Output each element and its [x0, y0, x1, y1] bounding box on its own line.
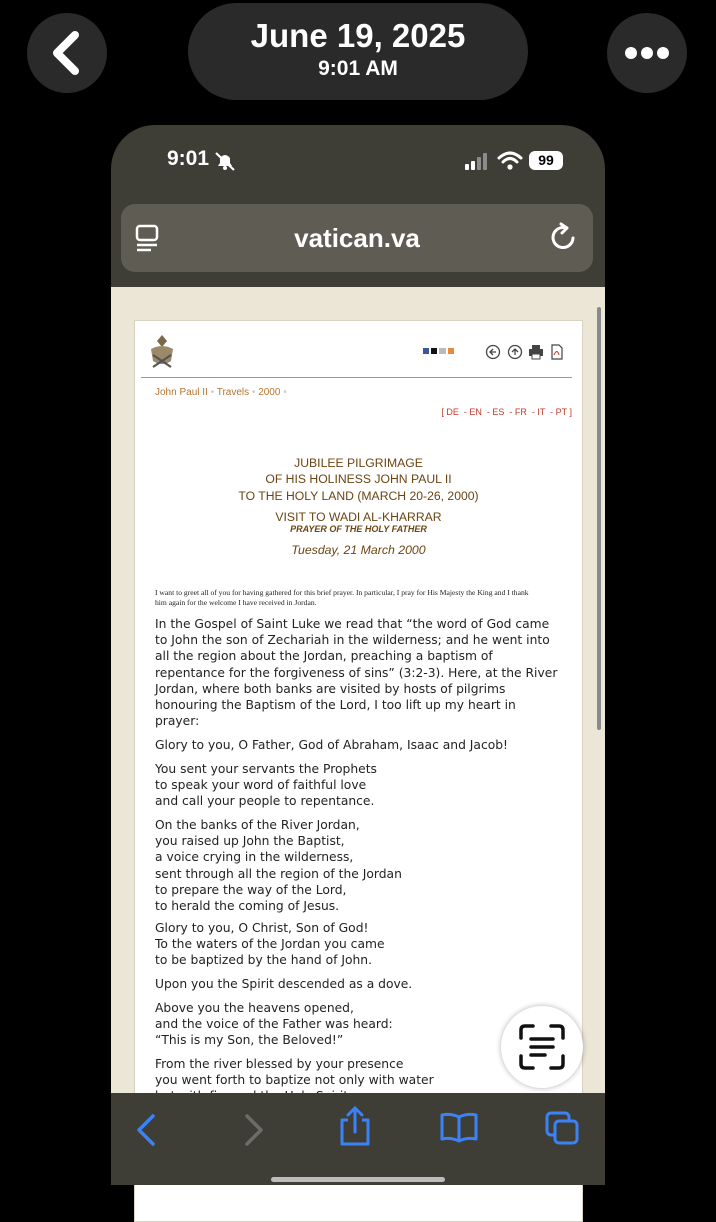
photo-date: June 19, 2025	[250, 17, 466, 54]
back-arrow-icon[interactable]	[133, 1113, 161, 1147]
rss-icon[interactable]	[448, 348, 454, 354]
silent-bell-icon	[213, 150, 237, 172]
text-line: “This is my Son, the Beloved!”	[155, 1033, 344, 1048]
text-line: to be baptized by the hand of John.	[155, 953, 372, 968]
photo-date-header	[188, 3, 528, 100]
live-text-button[interactable]	[501, 1006, 583, 1088]
photo-time: 9:01 AM	[318, 57, 398, 80]
url-text: vatican.va	[294, 223, 420, 253]
article-title	[135, 455, 582, 504]
text-line: You sent your servants the Prophets	[155, 762, 377, 776]
forward-arrow-icon[interactable]	[239, 1113, 267, 1147]
text-line: repentance for the forgiveness of sins” (3:2-3). Here, at the River	[155, 665, 558, 680]
breadcrumb: John Paul II • Travels • 2000 •	[155, 387, 287, 398]
text-line: to herald the coming of Jesus.	[155, 899, 340, 914]
text-line: prayer:	[155, 714, 200, 729]
signal-icon	[463, 153, 491, 171]
paragraph-3	[155, 761, 377, 810]
text-line: sent through all the region of the Jordan	[155, 866, 402, 881]
breadcrumb-john-paul[interactable]: John Paul II	[155, 387, 208, 398]
status-time: 9:01	[167, 147, 210, 170]
intro-line: I want to greet all of you for having gathered for this brief prayer. In particular, I pray for His Majesty the King and I thank	[155, 588, 529, 597]
text-line: From the river blessed by your presence	[155, 1057, 404, 1071]
text-line: to speak your word of faithful love	[155, 778, 367, 793]
arrow-up-circle-icon[interactable]	[507, 344, 523, 360]
text-line: To the waters of the Jordan you came	[155, 937, 385, 952]
breadcrumb-travels[interactable]: Travels	[216, 387, 250, 398]
text-line: Upon you the Spirit descended as a dove.	[155, 977, 413, 991]
pdf-icon[interactable]	[550, 344, 564, 360]
arrow-left-circle-icon[interactable]	[485, 344, 501, 360]
article-date: Tuesday, 21 March 2000	[291, 543, 426, 557]
home-indicator	[271, 1177, 445, 1182]
intro-paragraph	[155, 588, 575, 607]
phone-screenshot	[111, 125, 605, 1185]
text-line: to John the son of Zechariah in the wilderness; and he went into	[155, 633, 550, 648]
paragraph-6	[155, 976, 412, 992]
breadcrumb-year[interactable]: 2000	[258, 387, 281, 398]
browser-toolbar	[111, 1093, 605, 1185]
text-line: and the voice of the Father was heard:	[155, 1017, 393, 1032]
more-button[interactable]	[607, 13, 687, 93]
paragraph-5	[155, 920, 385, 969]
text-line: Jordan, where both banks are visited by hosts of pilgrims	[155, 681, 506, 696]
text-line: all the region about the Jordan, preaching a baptism of	[155, 649, 493, 664]
wifi-icon	[497, 150, 523, 172]
text-line: honouring the Baptism of the Lord, I too lift up my heart in	[155, 698, 516, 713]
chevron-left-icon	[27, 13, 107, 93]
live-text-icon	[501, 1006, 583, 1088]
article-subtitle2: PRAYER OF THE HOLY FATHER	[290, 524, 427, 534]
header-divider	[141, 377, 572, 378]
text-line: Glory to you, O Christ, Son of God!	[155, 921, 369, 935]
web-content	[111, 287, 605, 1093]
text-line: Glory to you, O Father, God of Abraham, Isaac and Jacob!	[155, 738, 508, 752]
facebook-icon[interactable]	[423, 348, 429, 354]
text-line: to prepare the way of the Lord,	[155, 882, 347, 897]
email-icon[interactable]	[439, 348, 446, 354]
text-line: you raised up John the Baptist,	[155, 834, 345, 849]
scrollbar[interactable]	[597, 307, 601, 730]
print-icon[interactable]	[528, 344, 544, 360]
paragraph-7	[155, 1000, 393, 1049]
text-line: you went forth to baptize not only with water	[155, 1073, 434, 1088]
text-line: a voice crying in the wilderness,	[155, 850, 354, 865]
paragraph-2	[155, 737, 508, 753]
text-line: On the banks of the River Jordan,	[155, 818, 360, 832]
text-line: In the Gospel of Saint Luke we read that “the word of God came	[155, 617, 550, 631]
title-line: JUBILEE PILGRIMAGE	[294, 456, 423, 470]
text-line: and call your people to repentance.	[155, 794, 375, 809]
title-line: OF HIS HOLINESS JOHN PAUL II	[265, 472, 452, 487]
battery-indicator: 99	[529, 151, 563, 170]
text-line: Above you the heavens opened,	[155, 1001, 354, 1015]
more-icon	[607, 13, 687, 93]
title-line: TO THE HOLY LAND (MARCH 20-26, 2000)	[238, 488, 479, 503]
tabs-icon[interactable]	[543, 1109, 583, 1149]
x-icon[interactable]	[431, 348, 437, 354]
reload-icon[interactable]	[549, 222, 579, 254]
article-subtitle: VISIT TO WADI AL-KHARRAR	[275, 510, 442, 524]
bookmarks-icon[interactable]	[439, 1111, 479, 1145]
share-icon[interactable]	[337, 1105, 373, 1147]
paragraph-1	[155, 616, 557, 729]
papal-coat-of-arms-icon	[145, 333, 179, 371]
back-button[interactable]	[27, 13, 107, 93]
address-bar[interactable]	[121, 204, 593, 272]
paragraph-4	[155, 817, 402, 914]
intro-line: him again for the welcome I have received in Jordan.	[155, 597, 317, 607]
language-links[interactable]: [ DE - EN - ES - FR - IT - PT ]	[441, 407, 572, 417]
